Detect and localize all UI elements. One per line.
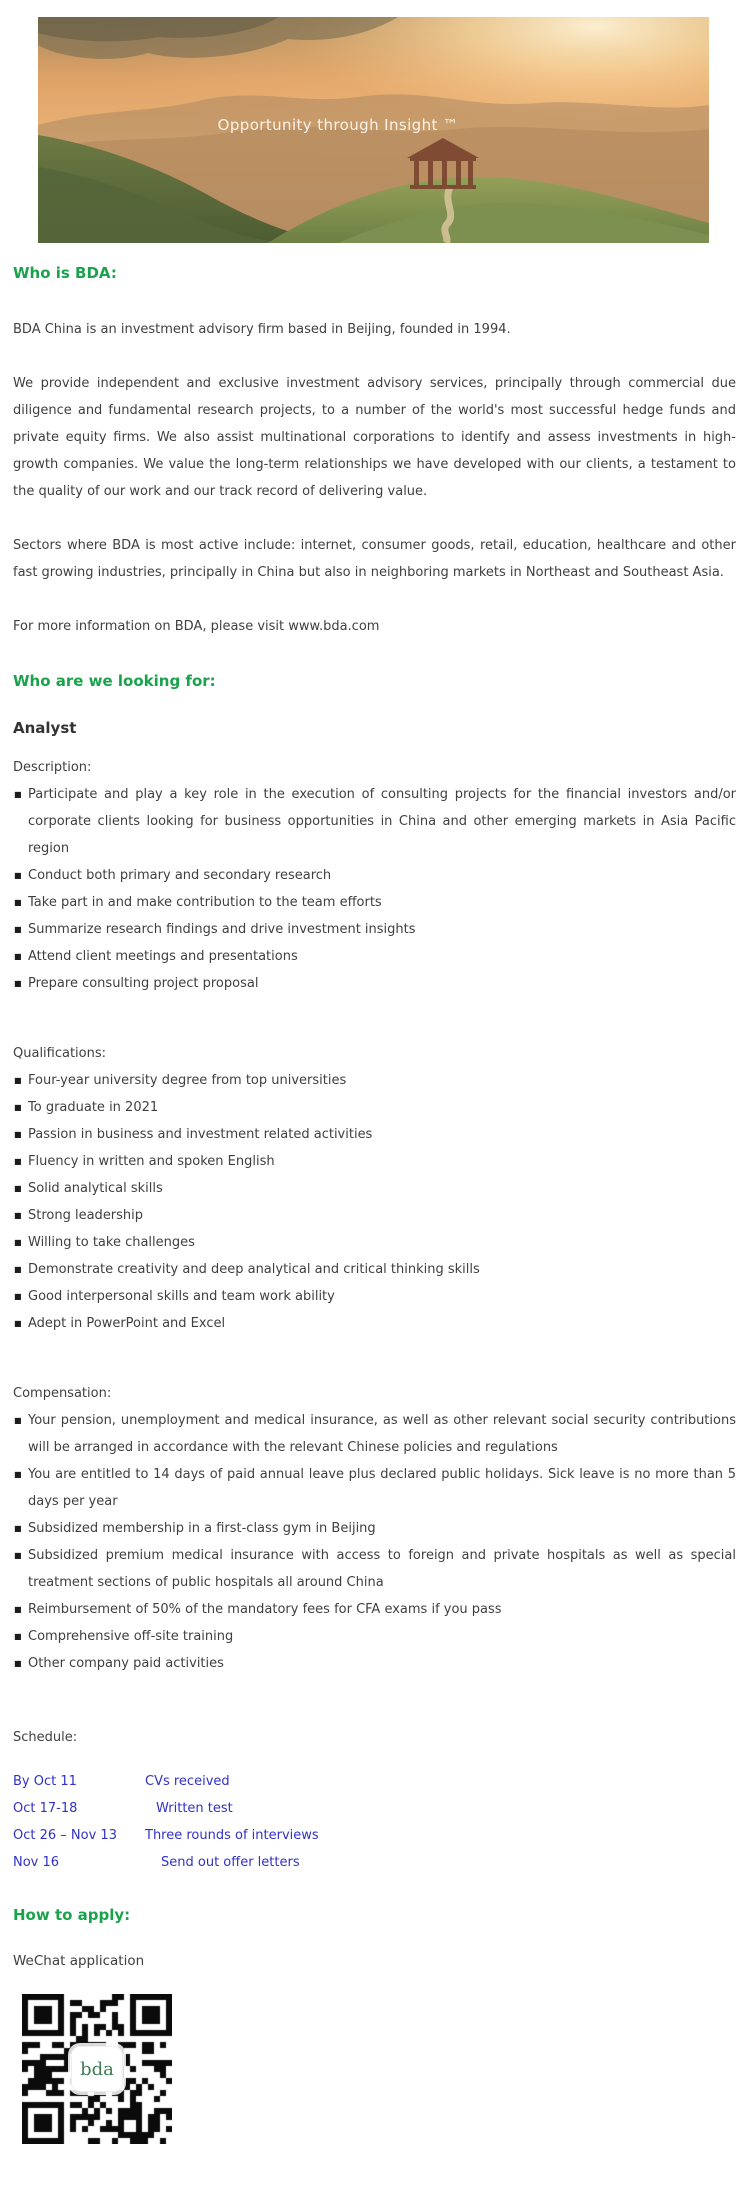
list-item: ■ Good interpersonal skills and team work ability bbox=[13, 1283, 736, 1310]
schedule-event: Send out offer letters bbox=[161, 1855, 300, 1870]
list-item: ■ Fluency in written and spoken English bbox=[13, 1148, 736, 1175]
qualifications-list bbox=[13, 1067, 736, 1337]
schedule-event: CVs received bbox=[145, 1774, 230, 1789]
list-item: ■ Conduct both primary and secondary research bbox=[13, 862, 736, 889]
schedule-row bbox=[13, 1768, 736, 1795]
apply-method-text: WeChat application bbox=[13, 1953, 145, 1969]
qualifications-label: Qualifications: bbox=[13, 1046, 107, 1061]
list-item: ■ Attend client meetings and presentations bbox=[13, 943, 736, 970]
intro-paragraph: BDA China is an investment advisory firm based in Beijing, founded in 1994. bbox=[13, 322, 511, 337]
list-item: ■ Subsidized premium medical insurance with access to foreign and private hospitals as well as special treatment sections of public hospitals all around China bbox=[13, 1542, 736, 1596]
schedule-row bbox=[13, 1822, 736, 1849]
list-item: ■ Demonstrate creativity and deep analytical and critical thinking skills bbox=[13, 1256, 736, 1283]
hero-banner-image bbox=[38, 17, 709, 243]
list-item: ■ You are entitled to 14 days of paid annual leave plus declared public holidays. Sick leave is no more than 5 days per year bbox=[13, 1461, 736, 1515]
schedule-date: Oct 26 – Nov 13 bbox=[13, 1828, 117, 1843]
list-item: ■ Your pension, unemployment and medical insurance, as well as other relevant social security contributions will be arranged in accordance with the relevant Chinese policies and regulations bbox=[13, 1407, 736, 1461]
list-item: ■ Willing to take challenges bbox=[13, 1229, 736, 1256]
schedule-label: Schedule: bbox=[13, 1730, 78, 1745]
schedule-event: Written test bbox=[156, 1801, 233, 1816]
schedule-table bbox=[13, 1768, 736, 1876]
list-item: ■ Participate and play a key role in the execution of consulting projects for the financial investors and/or corporate clients looking for business opportunities in China and other emerging markets in Asia Pacific region bbox=[13, 781, 736, 862]
description-list bbox=[13, 781, 736, 997]
compensation-label: Compensation: bbox=[13, 1386, 112, 1401]
list-item: ■ To graduate in 2021 bbox=[13, 1094, 736, 1121]
services-paragraph: We provide independent and exclusive investment advisory services, principally through commercial due diligence and fundamental research projects, to a number of the world's most successful hedge funds and private equity firms. We also assist multinational corporations to identify and assess investments in high-growth companies. We value the long-term relationships we have developed with our clients, a testament to the quality of our work and our track record of delivering value. bbox=[13, 376, 736, 499]
list-item: ■ Four-year university degree from top universities bbox=[13, 1067, 736, 1094]
bda-logo: bda bbox=[71, 2046, 123, 2092]
list-item: ■ Solid analytical skills bbox=[13, 1175, 736, 1202]
role-title: Analyst bbox=[13, 719, 77, 737]
list-item: ■ Other company paid activities bbox=[13, 1650, 736, 1677]
list-item: ■ Adept in PowerPoint and Excel bbox=[13, 1310, 736, 1337]
description-label: Description: bbox=[13, 760, 92, 775]
schedule-event: Three rounds of interviews bbox=[145, 1828, 319, 1843]
section-heading-who-is-bda: Who is BDA: bbox=[13, 264, 117, 282]
schedule-date: By Oct 11 bbox=[13, 1774, 77, 1789]
job-posting-page bbox=[0, 17, 745, 2211]
list-item: ■ Reimbursement of 50% of the mandatory fees for CFA exams if you pass bbox=[13, 1596, 736, 1623]
schedule-row bbox=[13, 1795, 736, 1822]
section-heading-how-to-apply: How to apply: bbox=[13, 1906, 131, 1924]
list-item: ■ Prepare consulting project proposal bbox=[13, 970, 736, 997]
wechat-qr-code bbox=[22, 1994, 172, 2144]
list-item: ■ Summarize research findings and drive investment insights bbox=[13, 916, 736, 943]
more-info-paragraph: For more information on BDA, please visit www.bda.com bbox=[13, 619, 380, 634]
list-item: ■ Subsidized membership in a first-class gym in Beijing bbox=[13, 1515, 736, 1542]
list-item: ■ Passion in business and investment related activities bbox=[13, 1121, 736, 1148]
list-item: ■ Comprehensive off-site training bbox=[13, 1623, 736, 1650]
compensation-list bbox=[13, 1407, 736, 1677]
list-item: ■ Strong leadership bbox=[13, 1202, 736, 1229]
schedule-row bbox=[13, 1849, 736, 1876]
hero-caption: Opportunity through Insight ™ bbox=[217, 116, 459, 134]
sunset-landscape-illustration bbox=[38, 17, 709, 243]
schedule-date: Oct 17-18 bbox=[13, 1801, 78, 1816]
list-item: ■ Take part in and make contribution to the team efforts bbox=[13, 889, 736, 916]
section-heading-looking-for: Who are we looking for: bbox=[13, 672, 216, 690]
sectors-paragraph: Sectors where BDA is most active include: internet, consumer goods, retail, education, healthcare and other fast growing industries, principally in China but also in neighboring markets in Northeast and Southeast Asia. bbox=[13, 538, 736, 580]
schedule-date: Nov 16 bbox=[13, 1855, 60, 1870]
